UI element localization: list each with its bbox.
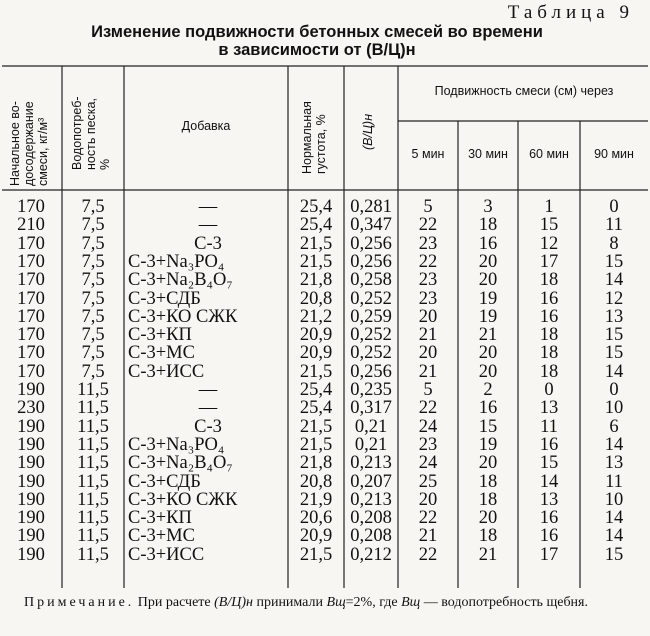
cell-normal-density: 25,4 [299, 197, 333, 217]
header-mobility-group: Подвижность смеси (см) через [434, 84, 614, 98]
cell-mobility-30min: 20 [478, 251, 498, 272]
cell-initial-water: 170 [17, 251, 45, 272]
cell-mobility-60min: 13 [539, 398, 559, 419]
cell-mobility-90min: 14 [604, 434, 624, 455]
cell-additive: — [198, 197, 218, 217]
cell-normal-density: 21,8 [299, 453, 333, 474]
cell-wc-ratio: 0,213 [350, 489, 392, 510]
cell-mobility-30min: 2 [483, 380, 493, 400]
cell-mobility-60min: 18 [539, 361, 559, 382]
cell-mobility-5min: 25 [418, 471, 438, 492]
cell-normal-density: 21,5 [299, 416, 333, 437]
cell-sand-water: 11,5 [77, 434, 109, 455]
cell-normal-density: 21,5 [299, 251, 333, 272]
cell-mobility-30min: 20 [478, 453, 498, 474]
cell-sand-water: 7,5 [81, 251, 105, 272]
note-text-d: — водопотребность щебня. [423, 595, 588, 610]
cell-mobility-90min: 12 [604, 288, 624, 309]
note-text-b: принимали [256, 595, 324, 610]
cell-initial-water: 190 [17, 416, 45, 437]
cell-initial-water: 190 [17, 526, 45, 547]
cell-mobility-5min: 21 [418, 361, 438, 382]
cell-mobility-5min: 22 [418, 398, 438, 419]
cell-normal-density: 25,4 [299, 380, 333, 400]
cell-sand-water: 11,5 [77, 508, 109, 529]
cell-mobility-5min: 21 [418, 526, 438, 547]
cell-sand-water: 7,5 [81, 325, 105, 346]
cell-wc-ratio: 0,256 [350, 233, 392, 254]
cell-additive: С-3+КП [128, 508, 192, 529]
cell-initial-water: 170 [17, 197, 45, 217]
cell-mobility-60min: 16 [539, 526, 559, 547]
cell-initial-water: 170 [17, 343, 45, 364]
cell-mobility-5min: 22 [418, 544, 438, 565]
cell-initial-water: 190 [17, 380, 45, 400]
cell-mobility-5min: 20 [418, 343, 438, 364]
cell-mobility-90min: 10 [604, 398, 624, 419]
cell-mobility-60min: 16 [539, 508, 559, 529]
header-sand-water: Водопотреб- ность песка, % [70, 96, 112, 170]
cell-mobility-90min: 15 [604, 325, 624, 346]
header-additive: Добавка [181, 119, 231, 133]
cell-additive: — [198, 215, 218, 236]
cell-sand-water: 11,5 [77, 526, 109, 547]
cell-mobility-90min: 15 [604, 251, 624, 272]
cell-mobility-5min: 20 [418, 489, 438, 510]
header-initial-water: Начальное во- досодержание смеси, кг/м³ [8, 101, 50, 186]
cell-mobility-90min: 14 [604, 526, 624, 547]
cell-wc-ratio: 0,207 [350, 471, 392, 492]
cell-initial-water: 190 [17, 453, 45, 474]
cell-additive: — [198, 398, 218, 419]
cell-mobility-5min: 23 [418, 270, 438, 291]
cell-mobility-60min: 12 [539, 233, 559, 254]
table-title-line2: в зависимости от (В/Ц)н [218, 41, 416, 59]
cell-normal-density: 20,9 [299, 325, 333, 346]
cell-mobility-30min: 15 [478, 416, 498, 437]
cell-mobility-60min: 14 [539, 471, 559, 492]
cell-mobility-60min: 16 [539, 306, 559, 327]
cell-wc-ratio: 0,21 [354, 416, 388, 437]
cell-mobility-5min: 24 [418, 416, 438, 437]
cell-sand-water: 7,5 [81, 197, 105, 217]
cell-initial-water: 190 [17, 434, 45, 455]
cell-additive: С-3+КО СЖК [128, 306, 238, 327]
cell-normal-density: 25,4 [299, 398, 333, 419]
cell-additive: С-3+МС [128, 343, 195, 364]
cell-mobility-30min: 20 [478, 361, 498, 382]
cell-mobility-90min: 14 [604, 270, 624, 291]
cell-sand-water: 7,5 [81, 270, 105, 291]
cell-mobility-30min: 21 [478, 544, 498, 565]
cell-mobility-60min: 16 [539, 288, 559, 309]
cell-additive: С-3+Na₂B₄O₇ [128, 453, 233, 474]
cell-sand-water: 11,5 [77, 380, 109, 400]
cell-mobility-60min: 1 [544, 197, 554, 217]
cell-mobility-90min: 15 [604, 544, 624, 565]
note-text-a: При расчете [137, 595, 211, 610]
cell-sand-water: 7,5 [81, 215, 105, 236]
cell-wc-ratio: 0,256 [350, 361, 392, 382]
table-label: Таблица 9 [507, 2, 634, 23]
cell-normal-density: 21,5 [299, 544, 333, 565]
cell-additive: С-3 [194, 416, 222, 437]
header-normal-density: Нормальная густота, % [300, 101, 328, 174]
cell-sand-water: 7,5 [81, 233, 105, 254]
cell-mobility-5min: 22 [418, 215, 438, 236]
cell-mobility-90min: 11 [605, 215, 623, 236]
cell-additive: С-3+ИСС [128, 544, 205, 565]
cell-mobility-30min: 3 [483, 197, 493, 217]
cell-wc-ratio: 0,347 [350, 215, 392, 236]
cell-mobility-60min: 11 [540, 416, 558, 437]
cell-mobility-30min: 18 [478, 526, 498, 547]
cell-mobility-90min: 13 [604, 453, 624, 474]
cell-additive: С-3+МС [128, 526, 195, 547]
cell-sand-water: 7,5 [81, 306, 105, 327]
header-wc-ratio: (В/Ц)н [361, 113, 375, 150]
cell-mobility-30min: 18 [478, 471, 498, 492]
cell-mobility-30min: 18 [478, 489, 498, 510]
table-note [10, 594, 640, 612]
cell-mobility-5min: 22 [418, 508, 438, 529]
cell-initial-water: 170 [17, 361, 45, 382]
cell-additive: С-3+Na₃PO₄ [128, 251, 225, 272]
note-symbol-wc: (В/Ц)н [214, 595, 253, 610]
cell-additive: — [198, 380, 218, 400]
cell-mobility-30min: 20 [478, 508, 498, 529]
note-label: Примечание. [24, 595, 135, 610]
cell-mobility-60min: 15 [539, 453, 559, 474]
cell-mobility-5min: 20 [418, 306, 438, 327]
cell-initial-water: 190 [17, 471, 45, 492]
note-text-c: =2%, где [345, 595, 398, 610]
cell-initial-water: 170 [17, 306, 45, 327]
cell-mobility-30min: 18 [478, 215, 498, 236]
cell-initial-water: 190 [17, 489, 45, 510]
cell-wc-ratio: 0,252 [350, 343, 392, 364]
cell-wc-ratio: 0,21 [354, 434, 388, 455]
cell-additive: С-3+Na₂B₄O₇ [128, 270, 233, 291]
cell-mobility-5min: 23 [418, 233, 438, 254]
cell-mobility-90min: 15 [604, 343, 624, 364]
cell-mobility-30min: 20 [478, 270, 498, 291]
cell-wc-ratio: 0,252 [350, 288, 392, 309]
header-5min: 5 мин [411, 147, 445, 161]
cell-normal-density: 20,8 [299, 288, 333, 309]
cell-mobility-60min: 16 [539, 434, 559, 455]
cell-mobility-90min: 13 [604, 306, 624, 327]
cell-wc-ratio: 0,317 [350, 398, 392, 419]
cell-mobility-90min: 14 [604, 361, 624, 382]
cell-mobility-30min: 21 [478, 325, 498, 346]
cell-initial-water: 210 [17, 215, 45, 236]
cell-mobility-5min: 23 [418, 288, 438, 309]
cell-mobility-60min: 17 [539, 251, 559, 272]
cell-additive: С-3+СДБ [128, 288, 201, 309]
cell-mobility-60min: 17 [539, 544, 559, 565]
cell-mobility-30min: 19 [478, 306, 498, 327]
cell-normal-density: 20,9 [299, 526, 333, 547]
cell-mobility-5min: 24 [418, 453, 438, 474]
cell-wc-ratio: 0,208 [350, 508, 392, 529]
header-90min: 90 мин [594, 147, 634, 161]
cell-mobility-5min: 22 [418, 251, 438, 272]
cell-mobility-90min: 0 [609, 380, 619, 400]
header-60min: 60 мин [529, 147, 569, 161]
cell-wc-ratio: 0,258 [350, 270, 392, 291]
cell-sand-water: 11,5 [77, 544, 109, 565]
cell-mobility-90min: 8 [609, 233, 619, 254]
cell-sand-water: 11,5 [77, 453, 109, 474]
cell-sand-water: 11,5 [77, 398, 109, 419]
cell-initial-water: 170 [17, 288, 45, 309]
cell-mobility-5min: 5 [423, 380, 433, 400]
cell-normal-density: 20,9 [299, 343, 333, 364]
cell-sand-water: 7,5 [81, 288, 105, 309]
cell-mobility-90min: 11 [605, 471, 623, 492]
cell-sand-water: 7,5 [81, 361, 105, 382]
cell-mobility-60min: 18 [539, 325, 559, 346]
cell-initial-water: 230 [17, 398, 45, 419]
cell-wc-ratio: 0,256 [350, 251, 392, 272]
cell-normal-density: 20,8 [299, 471, 333, 492]
cell-sand-water: 7,5 [81, 343, 105, 364]
cell-mobility-30min: 19 [478, 434, 498, 455]
cell-mobility-60min: 13 [539, 489, 559, 510]
cell-sand-water: 11,5 [77, 471, 109, 492]
note-symbol-bsh2: Вщ [401, 595, 421, 610]
cell-additive: С-3 [194, 233, 222, 254]
cell-mobility-60min: 18 [539, 270, 559, 291]
cell-wc-ratio: 0,259 [350, 306, 392, 327]
cell-initial-water: 190 [17, 508, 45, 529]
cell-wc-ratio: 0,235 [350, 380, 392, 400]
cell-mobility-60min: 15 [539, 215, 559, 236]
cell-initial-water: 170 [17, 270, 45, 291]
cell-mobility-30min: 20 [478, 343, 498, 364]
cell-wc-ratio: 0,212 [350, 544, 392, 565]
cell-wc-ratio: 0,213 [350, 453, 392, 474]
cell-normal-density: 21,2 [299, 306, 333, 327]
cell-mobility-30min: 19 [478, 288, 498, 309]
cell-mobility-60min: 0 [544, 380, 554, 400]
cell-mobility-30min: 16 [478, 398, 498, 419]
cell-initial-water: 190 [17, 544, 45, 565]
cell-wc-ratio: 0,208 [350, 526, 392, 547]
cell-normal-density: 21,9 [299, 489, 333, 510]
cell-mobility-5min: 5 [423, 197, 433, 217]
cell-wc-ratio: 0,281 [350, 197, 392, 217]
cell-additive: С-3+Na₃PO₄ [128, 434, 225, 455]
cell-normal-density: 21,5 [299, 233, 333, 254]
cell-normal-density: 21,5 [299, 434, 333, 455]
cell-mobility-5min: 21 [418, 325, 438, 346]
table-title-line1: Изменение подвижности бетонных смесей во времени [91, 23, 543, 41]
cell-mobility-60min: 18 [539, 343, 559, 364]
cell-initial-water: 170 [17, 325, 45, 346]
cell-normal-density: 25,4 [299, 215, 333, 236]
cell-sand-water: 11,5 [77, 416, 109, 437]
cell-additive: С-3+ИСС [128, 361, 205, 382]
cell-additive: С-3+СДБ [128, 471, 201, 492]
cell-mobility-90min: 14 [604, 508, 624, 529]
cell-initial-water: 170 [17, 233, 45, 254]
cell-mobility-90min: 0 [609, 197, 619, 217]
cell-mobility-5min: 23 [418, 434, 438, 455]
header-30min: 30 мин [468, 147, 508, 161]
cell-mobility-90min: 6 [609, 416, 619, 437]
cell-mobility-90min: 10 [604, 489, 624, 510]
cell-additive: С-3+КП [128, 325, 192, 346]
cell-sand-water: 11,5 [77, 489, 109, 510]
cell-normal-density: 20,6 [299, 508, 333, 529]
cell-normal-density: 21,5 [299, 361, 333, 382]
note-symbol-bsh: Вщ [326, 595, 346, 610]
cell-additive: С-3+КО СЖК [128, 489, 238, 510]
cell-mobility-30min: 16 [478, 233, 498, 254]
cell-wc-ratio: 0,252 [350, 325, 392, 346]
cell-normal-density: 21,8 [299, 270, 333, 291]
